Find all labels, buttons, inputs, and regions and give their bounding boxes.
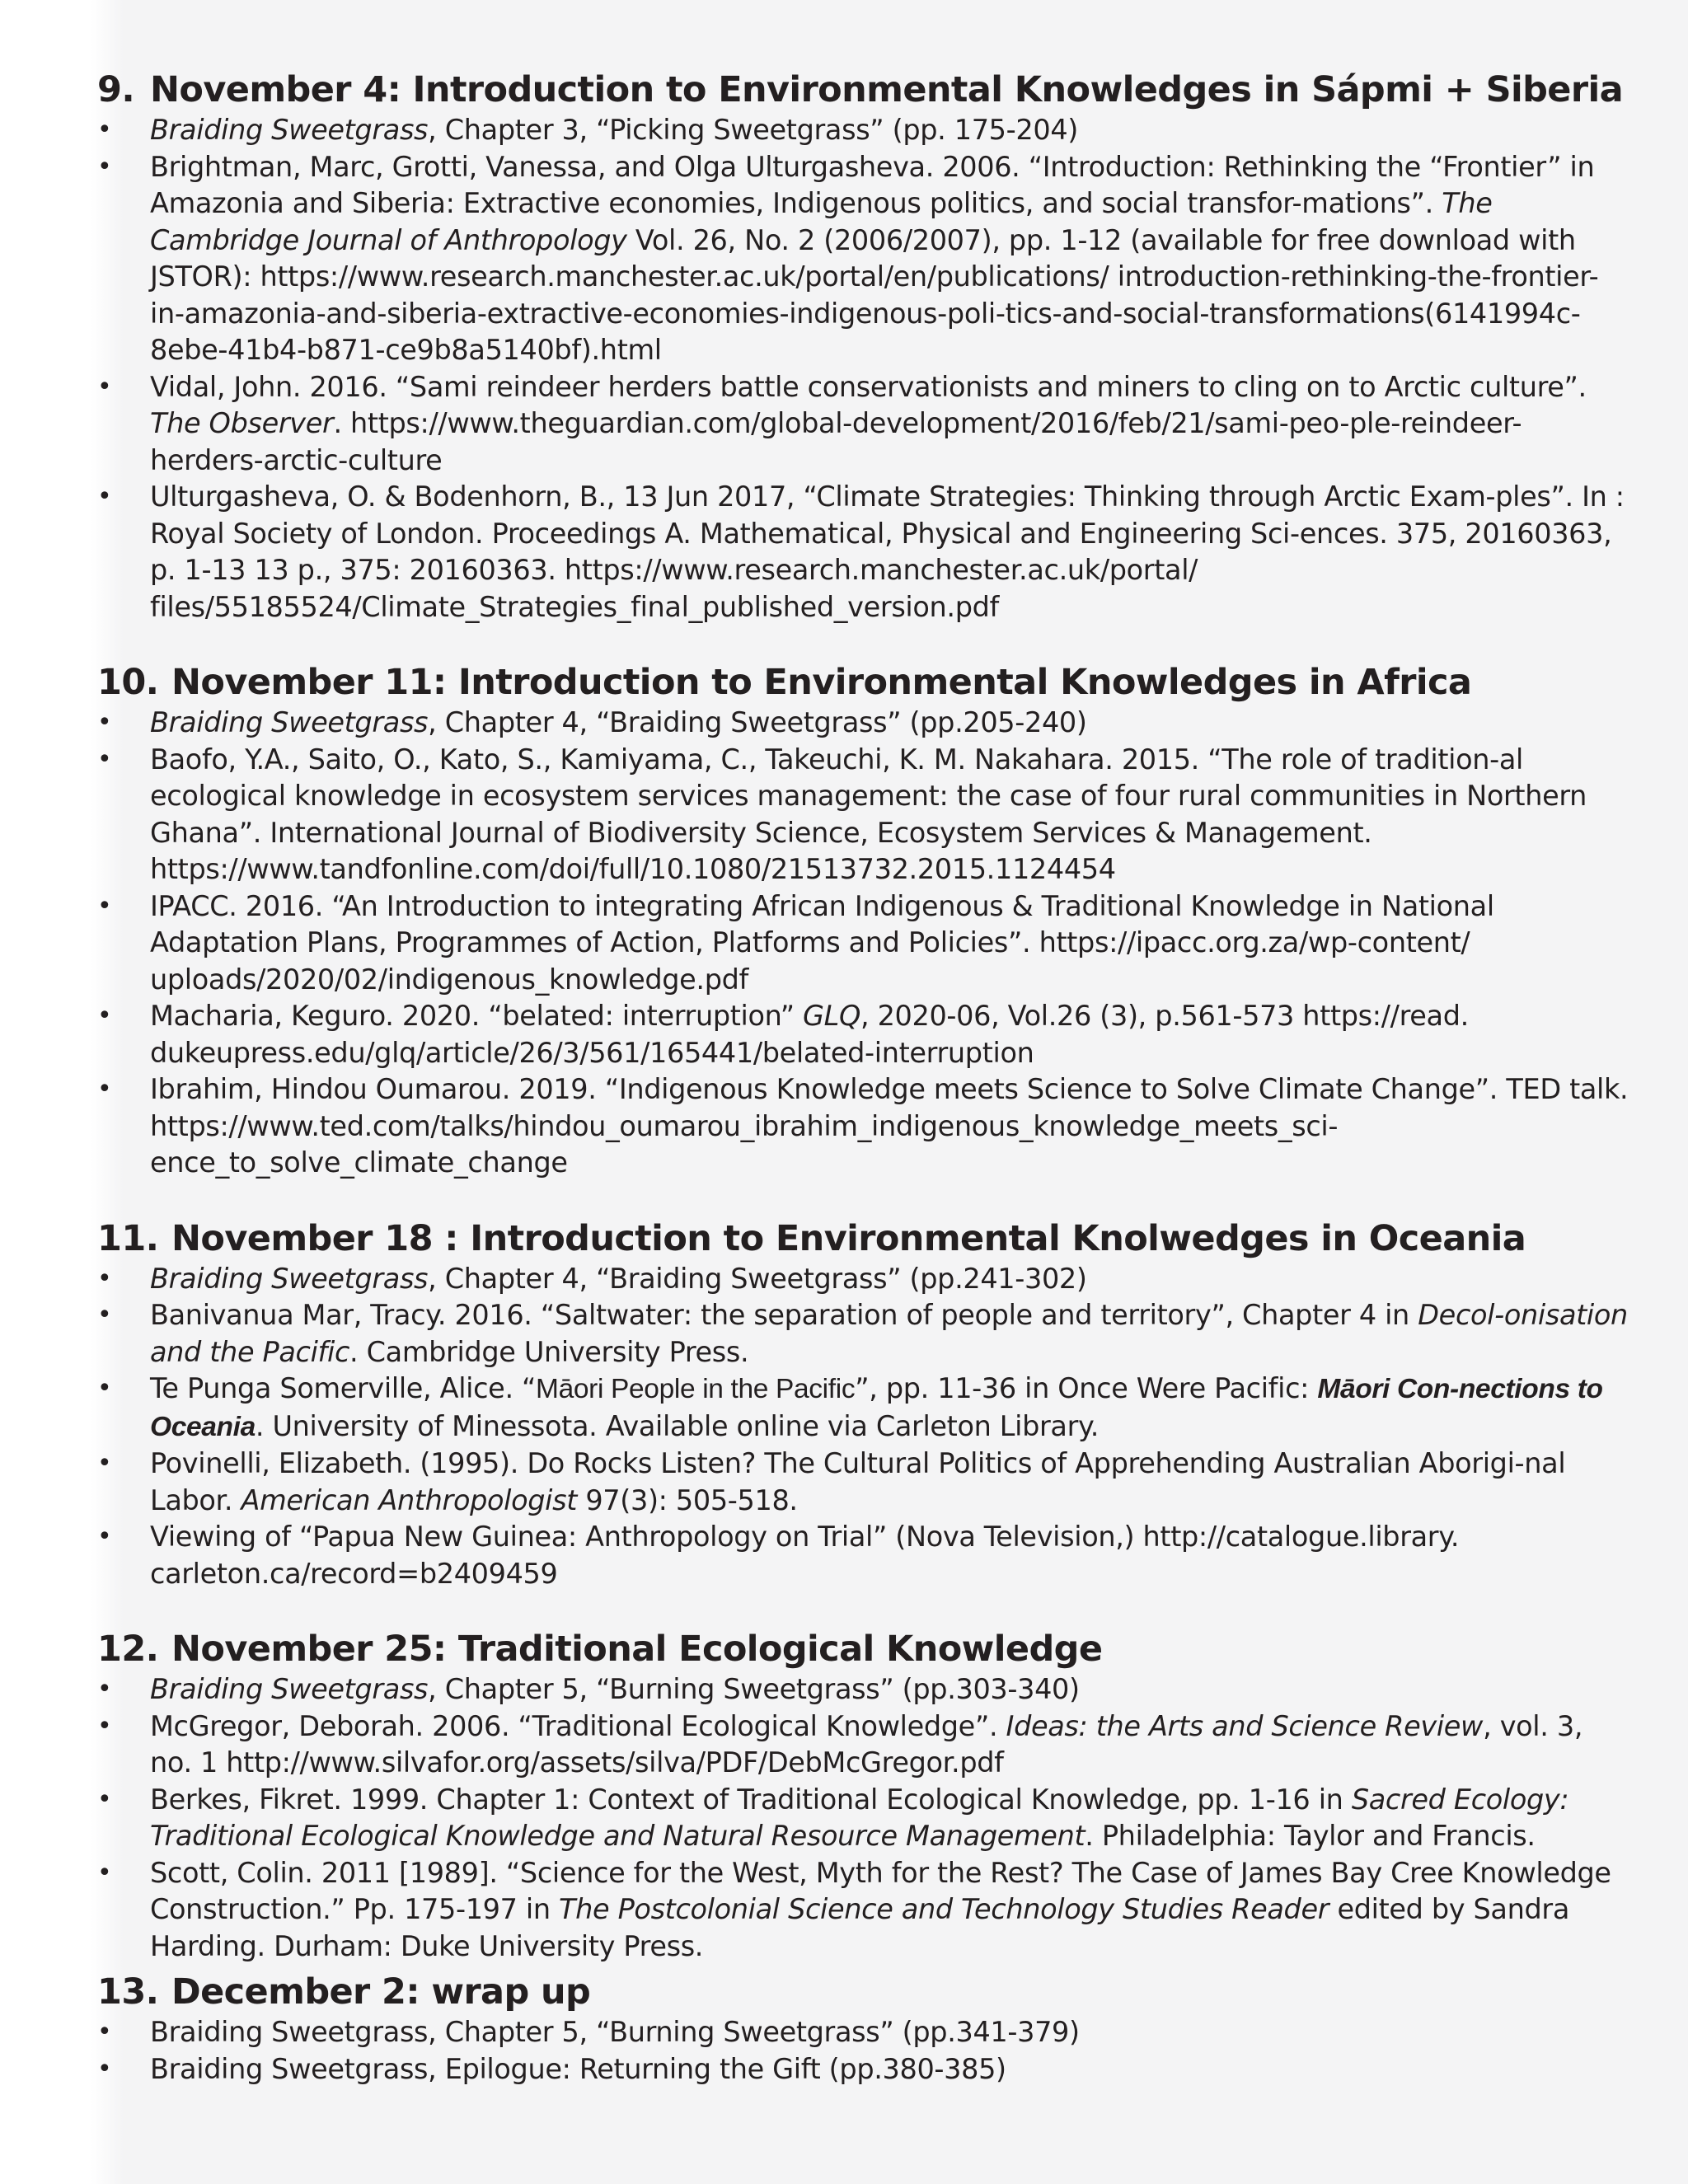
book-title: Sacred Ecology: Traditional Ecological Knowledge and Natural Resource Management [150, 1783, 1569, 1852]
reading-item [97, 2014, 1630, 2051]
reading-item [97, 1071, 1630, 1182]
reading-text: , Chapter 5, “Burning Sweetgrass” (pp.303-340) [428, 1673, 1080, 1705]
bullet-icon: • [97, 708, 112, 737]
journal-title: GLQ [803, 1000, 860, 1032]
week-number: 13. [97, 1971, 159, 2013]
reading-text: Baofo, Y.A., Saito, O., Kato, S., Kamiyama, C., Takeuchi, K. M. Nakahara. 2015. “The role of tradition-al ecological knowledge in ecosystem services management: the case of four rural communities in Northern Ghana”. International Journal of Biodiversity Science, Ecosystem Services & Management. https://www.tandfonline.com/doi/full/10.1080/21513732.2015.1124454 [150, 743, 1587, 885]
reading-text: , vol. 3, no. 1 http://www.silvafor.org/assets/silva/PDF/DebMcGregor.pdf [150, 1709, 1583, 1779]
reading-text: Ibrahim, Hindou Oumarou. 2019. “Indigenous Knowledge meets Science to Solve Climate Change”. TED talk. https://www.ted.com/talks/hindou_oumarou_ibrahim_indigenous_knowledge_meets_sci-ence_to_solve_climate_change [150, 1073, 1629, 1179]
reading-text: Povinelli, Elizabeth. (1995). Do Rocks Listen? The Cultural Politics of Apprehending Australian Aborigi-nal Labor. [150, 1447, 1566, 1516]
reading-text: Viewing of “Papua New Guinea: Anthropology on Trial” (Nova Television,) http://catalogue.library. carleton.ca/record=b2409459 [150, 1521, 1460, 1590]
bullet-icon: • [97, 115, 112, 144]
week-10-section [97, 662, 1630, 1182]
bullet-icon: • [97, 1711, 112, 1741]
book-title: Braiding Sweetgrass [150, 114, 429, 146]
reading-text: . Cambridge University Press. [349, 1335, 749, 1368]
reading-item [97, 1371, 1630, 1446]
reading-text: Braiding Sweetgrass, Chapter 5, “Burning Sweetgrass” (pp.341-379) [150, 2016, 1080, 2048]
reading-text: Scott, Colin. 2011 [1989]. “Science for the West, Myth for the Rest? The Case of James Bay Cree Knowledge Construction.” Pp. 175-197 in [150, 1856, 1611, 1925]
week-title: November 11: Introduction to Environmental Knowledges in Africa [171, 662, 1472, 703]
reading-item [97, 1297, 1630, 1371]
week-12-heading [97, 1629, 1630, 1670]
reading-text: Banivanua Mar, Tracy. 2016. “Saltwater: the separation of people and territory”, Chapter 4 in [150, 1299, 1418, 1331]
bullet-icon: • [97, 152, 112, 181]
reading-list-week-9 [97, 112, 1630, 626]
week-title: November 4: Introduction to Environmental Knowledges in Sápmi + Siberia [150, 69, 1624, 110]
week-title: November 18 : Introduction to Environmental Knolwedges in Oceania [171, 1217, 1526, 1259]
reading-text: , Chapter 3, “Picking Sweetgrass” (pp. 175-204) [428, 114, 1078, 146]
reading-text: Vidal, John. 2016. “Sami reindeer herders battle conservationists and miners to cling on to Arctic culture”. [150, 370, 1587, 403]
book-title: The Postcolonial Science and Technology Studies Reader [559, 1893, 1329, 1925]
journal-title: Ideas: the Arts and Science Review [1006, 1709, 1484, 1742]
bullet-icon: • [97, 1858, 112, 1887]
reading-item [97, 1782, 1630, 1855]
journal-title: The Cambridge Journal of Anthropology [150, 187, 1493, 256]
reading-text: . University of Minessota. Available online via Carleton Library. [255, 1409, 1100, 1442]
week-number: 12. [97, 1629, 159, 1670]
week-number: 11. [97, 1217, 159, 1259]
reading-list-week-11 [97, 1261, 1630, 1593]
journal-title: American Anthropologist [241, 1483, 578, 1516]
reading-text: Berkes, Fikret. 1999. Chapter 1: Context of Traditional Ecological Knowledge, pp. 1-16 in [150, 1783, 1352, 1816]
week-9-heading [97, 69, 1630, 110]
book-title: Māori Con-nections to Oceania [150, 1374, 1603, 1442]
reading-text: IPACC. 2016. “An Introduction to integrating African Indigenous & Traditional Knowledge in National Adaptation Plans, Programmes of Action, Platforms and Policies”. https://ipacc.org.za/wp-content/ uploads/2020/02/indigenous_knowledge.pdf [150, 889, 1494, 996]
reading-item [97, 742, 1630, 888]
week-9-section [97, 69, 1630, 626]
reading-text: 97(3): 505-518. [577, 1483, 798, 1516]
week-11-heading [97, 1218, 1630, 1259]
reading-item [97, 2051, 1630, 2088]
week-number: 9. [97, 69, 135, 110]
bullet-icon: • [97, 2054, 112, 2083]
reading-text: Brightman, Marc, Grotti, Vanessa, and Olga Ulturgasheva. 2006. “Introduction: Rethinking the “Frontier” in Amazonia and Siberia: Extractive economies, Indigenous politics, and social transfor-mations”. [150, 150, 1595, 219]
reading-item [97, 479, 1630, 626]
reading-text: . https://www.theguardian.com/global-development/2016/feb/21/sami-peo-ple-reindeer-herders-arctic-culture [150, 407, 1522, 476]
reading-item [97, 998, 1630, 1071]
reading-list-week-10 [97, 705, 1630, 1182]
bullet-icon: • [97, 1001, 112, 1030]
reading-text: edited by Sandra Harding. Durham: Duke University Press. [150, 1893, 1570, 1962]
reading-item [97, 149, 1630, 369]
bullet-icon: • [97, 891, 112, 921]
journal-title: The Observer [150, 407, 334, 439]
reading-text: ”, pp. 11-36 in Once Were Pacific: [855, 1372, 1318, 1404]
bullet-icon: • [97, 1784, 112, 1814]
book-title: Braiding Sweetgrass [150, 706, 429, 738]
week-title: November 25: Traditional Ecological Knowledge [171, 1629, 1103, 1670]
reading-item [97, 1855, 1630, 1966]
reading-text: Braiding Sweetgrass, Epilogue: Returning the Gift (pp.380-385) [150, 2052, 1006, 2085]
reading-list [97, 69, 1630, 2088]
bullet-icon: • [97, 1075, 112, 1104]
book-title: Braiding Sweetgrass [150, 1673, 429, 1705]
week-number: 10. [97, 662, 159, 703]
bullet-icon: • [97, 1374, 112, 1403]
bullet-icon: • [97, 1263, 112, 1293]
bullet-icon: • [97, 1449, 112, 1478]
reading-text: Ulturgasheva, O. & Bodenhorn, B., 13 Jun 2017, “Climate Strategies: Thinking through Arctic Exam-ples”. In : Royal Society of London. Proceedings A. Mathematical, Physical and Engineering Sci-ences. 375, 20160363, p. 1-13 13 p., 375: 20160363. https://www.research.manchester.ac.uk/portal/ files/55185524/Climate_Strategies_final_published_version.pdf [150, 480, 1625, 623]
reading-item [97, 1519, 1630, 1592]
week-11-section [97, 1218, 1630, 1593]
reading-list-week-12 [97, 1671, 1630, 1965]
reading-item [97, 1261, 1630, 1298]
bullet-icon: • [97, 1522, 112, 1551]
week-13-heading [97, 1971, 1630, 2013]
bullet-icon: • [97, 744, 112, 774]
week-10-heading [97, 662, 1630, 703]
reading-text: , 2020-06, Vol.26 (3), p.561-573 https://read. dukeupress.edu/glq/article/26/3/561/165441/belated-interruption [150, 1000, 1469, 1069]
reading-list-week-13 [97, 2014, 1630, 2088]
bullet-icon: • [97, 482, 112, 511]
reading-item [97, 888, 1630, 999]
reading-item [97, 1708, 1630, 1782]
bullet-icon: • [97, 1675, 112, 1704]
chapter-title: Māori People in the Pacific [536, 1374, 856, 1404]
bullet-icon: • [97, 2018, 112, 2046]
reading-text: Vol. 26, No. 2 (2006/2007), pp. 1-12 (available for free download with JSTOR): https://www.research.manchester.ac.uk/portal/en/publications/ introduction-rethinking-the-frontier-in-amazonia-and-siberia-extractive-economies-indigenous-poli-tics-and-social-transformations(6141994c-8ebe-41b4-b871-ce9b8a5140bf).html [150, 223, 1599, 366]
reading-item [97, 1671, 1630, 1708]
book-title: Braiding Sweetgrass [150, 1262, 429, 1295]
reading-text: . Philadelphia: Taylor and Francis. [1085, 1820, 1536, 1852]
reading-item [97, 112, 1630, 149]
reading-item [97, 369, 1630, 480]
reading-item [97, 1446, 1630, 1519]
reading-text: McGregor, Deborah. 2006. “Traditional Ecological Knowledge”. [150, 1709, 1006, 1742]
reading-text: , Chapter 4, “Braiding Sweetgrass” (pp.241-302) [428, 1262, 1087, 1295]
week-13-section [97, 1971, 1630, 2088]
week-12-section [97, 1629, 1630, 1965]
reading-text: Te Punga Somerville, Alice. “ [150, 1372, 537, 1404]
reading-text: Macharia, Keguro. 2020. “belated: interruption” [150, 1000, 804, 1032]
reading-text: , Chapter 4, “Braiding Sweetgrass” (pp.205-240) [428, 706, 1087, 738]
bullet-icon: • [97, 372, 112, 401]
bullet-icon: • [97, 1301, 112, 1329]
reading-item [97, 705, 1630, 742]
week-title: December 2: wrap up [171, 1971, 591, 2013]
book-title: Decol-onisation and the Pacific [150, 1299, 1628, 1368]
